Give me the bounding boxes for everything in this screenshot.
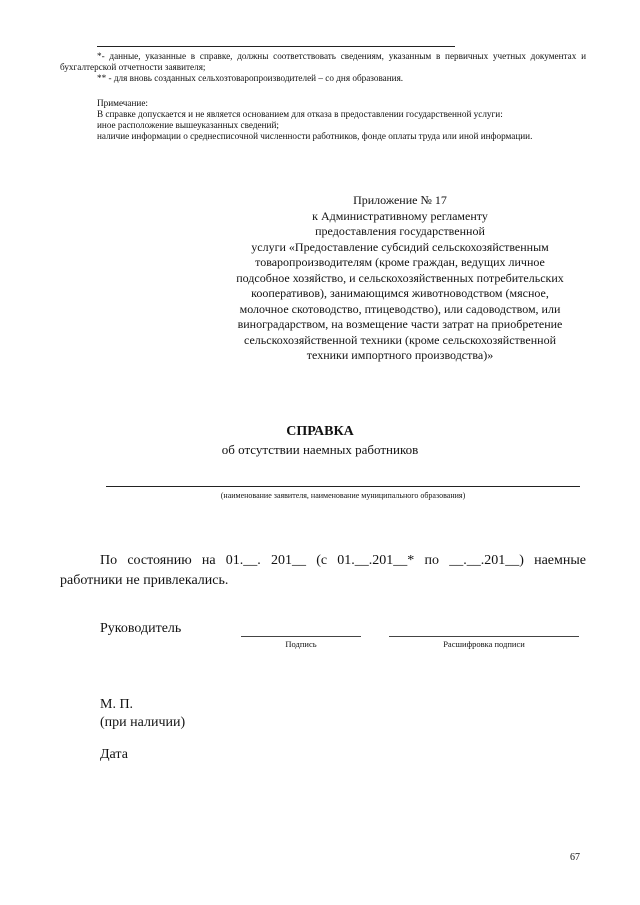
appendix-line: сельскохозяйственной техники (кроме сельскохозяйственной [243, 332, 556, 347]
appendix-header [210, 193, 590, 364]
signature-decode-caption: Расшифровка подписи [443, 639, 525, 649]
appendix-line: Приложение № 17 [353, 193, 447, 207]
appendix-line: товаропроизводителям (кроме граждан, ведущих личное [255, 255, 545, 269]
appendix-line: техники импортного производства)» [306, 348, 494, 362]
appendix-line: подсобное хозяйство, и сельскохозяйственных потребительских [236, 270, 564, 285]
appendix-line: кооперативов), занимающимся животноводством (мясное, [251, 286, 549, 300]
remarks-block [60, 98, 586, 142]
signature-decode-line[interactable] [389, 636, 579, 637]
page-number: 67 [570, 852, 580, 863]
signature-line[interactable] [241, 636, 361, 637]
seal-note: (при наличии) [100, 715, 186, 730]
document-subtitle: об отсутствии наемных работников [221, 442, 419, 457]
footnote-star: *- данные, указанные в справке, должны соответствовать сведениям, указанным в первичных учетных документах и бухгалтерской отчетности заявителя; [60, 51, 586, 72]
remarks-line-1: В справке допускается и не является основанием для отказа в предоставлении государственной услуги: [97, 109, 503, 119]
remarks-line-3: наличие информации о среднесписочной численности работников, фонде оплаты труда или иной информации. [97, 131, 533, 141]
remarks-heading: Примечание: [97, 98, 148, 108]
seal-label: М. П. [100, 697, 134, 712]
statement-text: По состоянию на 01.__. 201__ (с 01.__.201__* по __.__.201__) наемные работники не привлекались. [60, 553, 586, 588]
signature-caption: Подпись [285, 639, 317, 649]
footnote-separator [97, 46, 455, 47]
document-title: СПРАВКА [286, 424, 354, 439]
appendix-line: виноградарством, на возмещение части затрат на приобретение [237, 317, 563, 331]
remarks-line-2: иное расположение вышеуказанных сведений; [97, 120, 279, 130]
head-label: Руководитель [100, 621, 182, 636]
date-label: Дата [100, 747, 128, 762]
appendix-line: молочное скотоводство, птицеводство), или садоводством, или [239, 301, 561, 316]
footnote-double-star: ** - для вновь созданных сельхозтоваропроизводителей – со дня образования. [97, 73, 404, 83]
footnotes-block [60, 51, 586, 84]
appendix-line: предоставления государственной [315, 224, 485, 238]
applicant-caption: (наименование заявителя, наименование муниципального образования) [220, 491, 466, 500]
appendix-line: к Административному регламенту [312, 208, 488, 223]
statement-block [60, 551, 586, 591]
applicant-name-line[interactable] [106, 486, 580, 487]
appendix-line: услуги «Предоставление субсидий сельскохозяйственным [251, 239, 549, 254]
